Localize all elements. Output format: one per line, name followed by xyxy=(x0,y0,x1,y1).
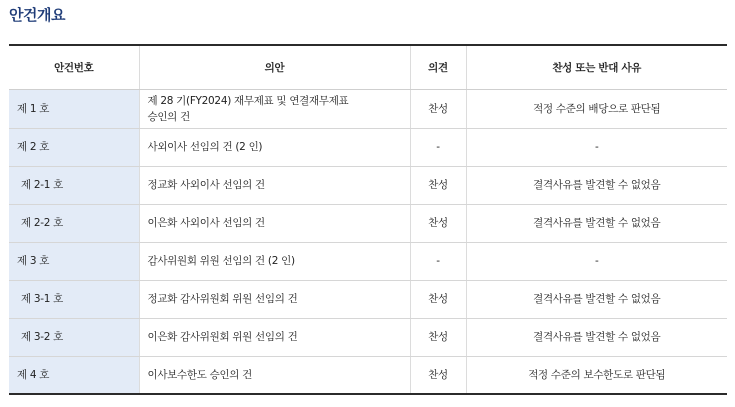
table-row xyxy=(9,89,727,128)
agenda-number: 제 3 호 xyxy=(9,242,139,280)
agenda-title-line: 제 28 기(FY2024) 재무제표 및 연결재무제표 xyxy=(147,94,349,107)
table-row xyxy=(9,318,727,356)
opinion: 찬성 xyxy=(410,89,466,128)
table-row xyxy=(9,204,727,242)
opinion: - xyxy=(410,242,466,280)
reason: 결격사유를 발견할 수 없었음 xyxy=(466,166,727,204)
agenda-title xyxy=(139,89,410,128)
opinion: 찬성 xyxy=(410,356,466,394)
table-row xyxy=(9,128,727,166)
agenda-number: 제 4 호 xyxy=(9,356,139,394)
reason: 결격사유를 발견할 수 없었음 xyxy=(466,280,727,318)
agenda-title: 정교화 사외이사 선임의 건 xyxy=(139,166,410,204)
opinion: 찬성 xyxy=(410,204,466,242)
reason: 결격사유를 발견할 수 없었음 xyxy=(466,318,727,356)
agenda-number: 제 1 호 xyxy=(9,89,139,128)
header-agenda: 의안 xyxy=(139,45,410,89)
header-reason: 찬성 또는 반대 사유 xyxy=(466,45,727,89)
agenda-number: 제 3-1 호 xyxy=(9,280,139,318)
header-row xyxy=(9,45,727,89)
table-row xyxy=(9,242,727,280)
opinion: 찬성 xyxy=(410,166,466,204)
agenda-number: 제 2-2 호 xyxy=(9,204,139,242)
header-opinion: 의견 xyxy=(410,45,466,89)
table-row xyxy=(9,166,727,204)
opinion: 찬성 xyxy=(410,280,466,318)
agenda-title: 이은화 감사위원회 위원 선임의 건 xyxy=(139,318,410,356)
agenda-number: 제 2-1 호 xyxy=(9,166,139,204)
opinion: - xyxy=(410,128,466,166)
agenda-number: 제 2 호 xyxy=(9,128,139,166)
reason: 적정 수준의 보수한도로 판단됨 xyxy=(466,356,727,394)
table-row xyxy=(9,356,727,394)
reason: - xyxy=(466,242,727,280)
header-number: 안건번호 xyxy=(9,45,139,89)
section-title: 안건개요 xyxy=(9,6,65,24)
agenda-title: 이은화 사외이사 선임의 건 xyxy=(139,204,410,242)
agenda-title: 정교화 감사위원회 위원 선임의 건 xyxy=(139,280,410,318)
opinion: 찬성 xyxy=(410,318,466,356)
agenda-title: 이사보수한도 승인의 건 xyxy=(139,356,410,394)
agenda-number: 제 3-2 호 xyxy=(9,318,139,356)
reason: 적정 수준의 배당으로 판단됨 xyxy=(466,89,727,128)
agenda-title-line: 승인의 건 xyxy=(147,110,190,123)
reason: - xyxy=(466,128,727,166)
table-row xyxy=(9,280,727,318)
agenda-title: 감사위원회 위원 선임의 건 (2 인) xyxy=(139,242,410,280)
reason: 결격사유를 발견할 수 없었음 xyxy=(466,204,727,242)
agenda-title: 사외이사 선임의 건 (2 인) xyxy=(139,128,410,166)
agenda-table xyxy=(9,44,727,395)
